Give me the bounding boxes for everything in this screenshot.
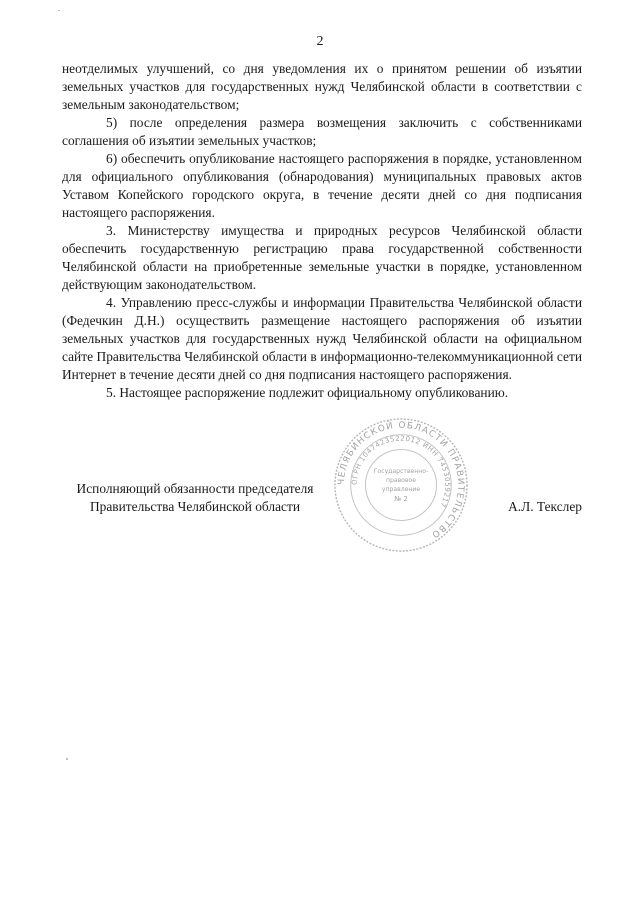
stamp-center-line: управление	[381, 485, 421, 493]
stamp-inner-text: ОГРН 1047423522012 ИНН 7453059217	[350, 434, 452, 509]
paragraph-item-6: 6) обеспечить опубликование настоящего распоряжения в порядке, установленном для официального опубликования (обнародования) муниципальных правовых актов Уставом Копейского городского округа, в течение десяти дней со дня подписания настоящего распоряжения.	[62, 151, 582, 220]
signatory-title	[62, 480, 328, 516]
signatory-title-line-1: Исполняющий обязанности председателя	[76, 481, 314, 496]
paragraph-section-3: 3. Министерству имущества и природных ресурсов Челябинской области обеспечить государственную регистрацию права государственной собственности Челябинской области на приобретенные земельные участки в порядке, установленном действующим законодательством.	[62, 223, 582, 292]
stamp-center-line: № 2	[394, 494, 408, 503]
stamp-center-line: Государственно-	[373, 468, 429, 476]
stamp-center-line: правовое	[385, 477, 417, 485]
official-seal-stamp	[332, 416, 470, 554]
paragraph-continuation: неотделимых улучшений, со дня уведомления их о принятом решении об изъятии земельных участков для государственных нужд Челябинской области в соответствии с земельным законодательством;	[62, 61, 582, 112]
signatory-name: А.Л. Текслер	[508, 499, 582, 514]
signatory-title-line-2: Правительства Челябинской области	[90, 499, 300, 514]
paragraph-section-4: 4. Управлению пресс-службы и информации Правительства Челябинской области (Федечкин Д.Н.) осуществить размещение настоящего распоряжения об изъятии земельных участков для государственных нужд Челябинской области на официальном сайте Правительства Челябинской области в информационно-телекоммуникационной сети Интернет в течение десяти дней со дня подписания настоящего распоряжения.	[62, 295, 582, 382]
scan-speck	[66, 758, 68, 760]
document-body	[62, 60, 582, 402]
page-number: 2	[316, 34, 324, 49]
scan-speck	[58, 10, 60, 11]
paragraph-section-5: 5. Настоящее распоряжение подлежит официальному опубликованию.	[106, 385, 509, 400]
paragraph-item-5: 5) после определения размера возмещения заключить с собственниками соглашения об изъятии земельных участков;	[62, 115, 582, 148]
stamp-outer-text: ЧЕЛЯБИНСКОЙ ОБЛАСТИ ПРАВИТЕЛЬСТВО	[336, 420, 466, 540]
